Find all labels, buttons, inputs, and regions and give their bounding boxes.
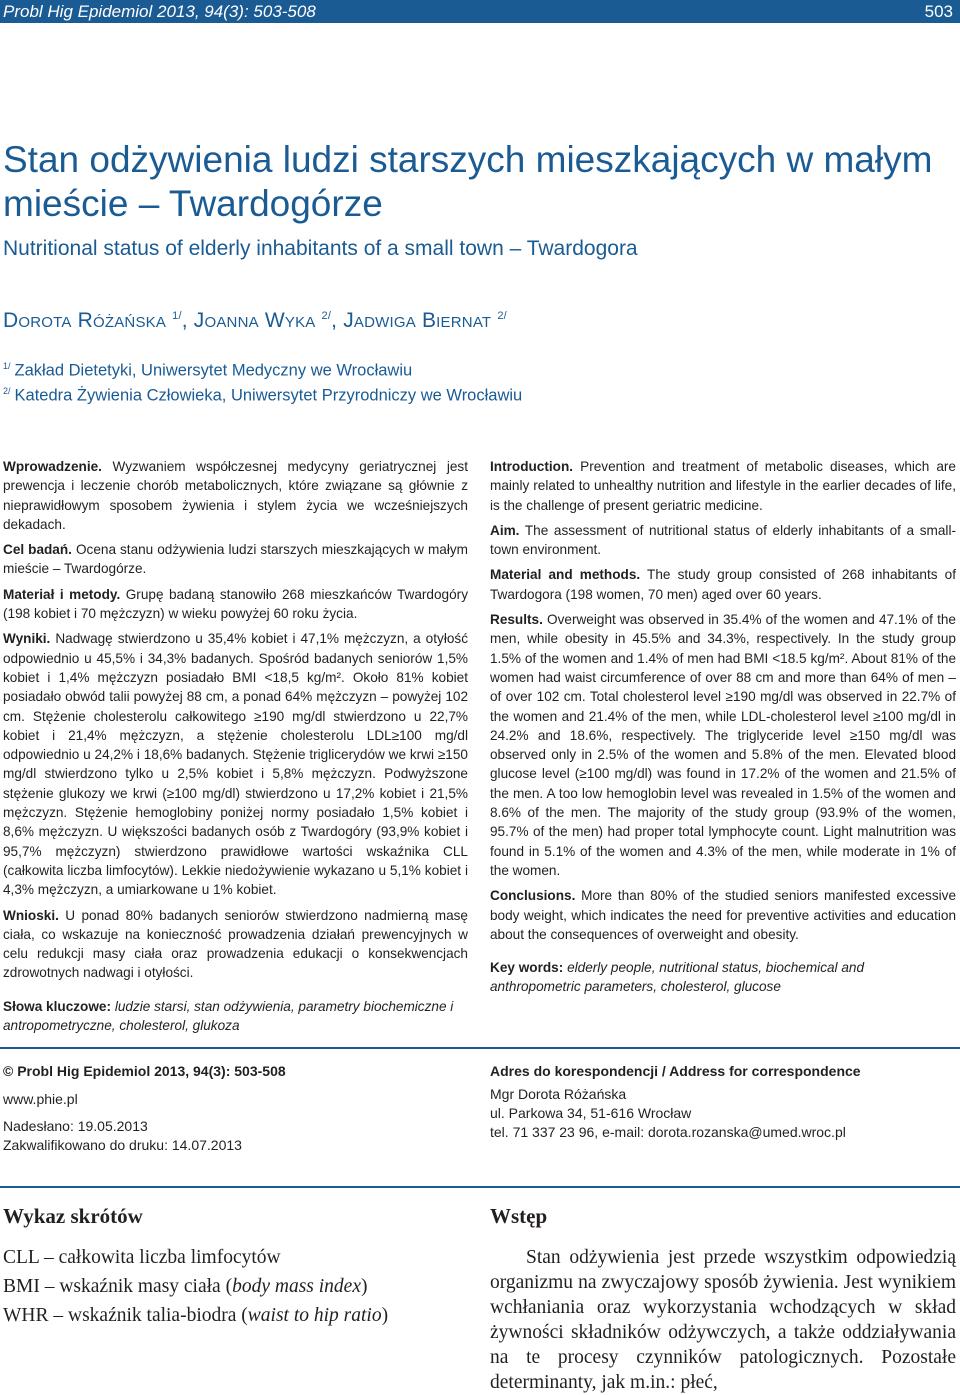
section-text: The study group consisted of 268 inhabitants of Twardogora (198 women, 70 men) aged over 60 years. (490, 567, 956, 602)
publication-info (3, 1062, 286, 1155)
page-number: 503 (924, 2, 953, 21)
author-list: Dorota Różańska $^{1/}$, Joanna Wyka $^{2/}$, Jadwiga Biernat $^{2/}$ (3, 309, 507, 332)
keywords-text: elderly people, nutritional status, biochemical and anthropometric parameters, cholesterol, glucose (490, 960, 865, 995)
abstract-section (490, 565, 956, 604)
section-label: Introduction. (490, 459, 574, 474)
journal-url[interactable]: www.phie.pl (3, 1091, 78, 1107)
dash: – (39, 1276, 60, 1297)
abbreviation-meaning: całkowita liczba limfocytów (58, 1247, 281, 1268)
section-label: Key words: (490, 960, 564, 976)
section-label: Results. (490, 612, 543, 628)
section-label: Wnioski. (3, 907, 59, 923)
section-label: Wprowadzenie. (3, 459, 102, 474)
section-label: Wyniki. (3, 631, 51, 647)
section-text: Overweight was observed in 35.4% of the women and 47.1% of the men, while obesity in 45.5% and 34.3%, respectively. In the study group 1.5% of the women and 1.4% of men had BMI <18.5 kg/m². About 81% of the women had waist circumference of over 88 cm and more than 64% of men – of over 102 cm. Total cholesterol level ≥190 mg/dl was observed in 22.7% of the women and 21.4% of the men, while LDL-cholesterol level ≥100 mg/dl in 24.2% and 18.6%, respectively. The triglyceride level ≥150 mg/dl was observed only in 2.5% of the women and 5.8% of the men. Elevated blood glucose level (≥100 mg/dl) was found in 17.2% of the women and 21.5% of the men. A too low hemoglobin level was revealed in 1.5% of the women and 8.6% of the men. The majority of the study group (93.9% of the women, 95.7% of the men) had proper total lymphocyte count. Light malnutrition was found in 5.1% of the women and 4.3% of the men, while moderate in 1% of the women. (490, 612, 956, 878)
affiliation-text: Zakład Dietetyki, Uniwersytet Medyczny we Wrocławiu (14, 361, 413, 380)
abstract-section (490, 610, 956, 880)
section-text: Ocena stanu odżywienia ludzi starszych mieszkających w małym mieście – Twardogórze. (3, 542, 468, 577)
section-text: Grupę badaną stanowiło 268 mieszkańców Twardogóry (198 kobiet i 70 mężczyzn) w wieku powyżej 60 roku życia. (3, 586, 468, 622)
abbreviation-meaning: wskaźnik masy ciała ( (59, 1276, 233, 1297)
copyright-line: © Probl Hig Epidemiol 2013, 94(3): 503-508 (3, 1063, 286, 1079)
section-label: Conclusions. (490, 888, 576, 904)
abbreviation-item (3, 1243, 463, 1272)
keywords-text: ludzie starsi, stan odżywienia, parametry biochemiczne i antropometryczne, cholesterol, glukoza (3, 998, 454, 1034)
section-text: Nadwagę stwierdzono u 35,4% kobiet i 47,1% mężczyzn, a otyłość odpowiednio u 45,5% i 34,3% badanych. Spośród badanych seniorów 1,5% kobiet i 1,4% mężczyzn posiadało BMI <18,5 kg/m². Około 81% kobiet posiadało obwód talii powyżej 88 cm, a ponad 64% mężczyzn – powyżej 102 cm. Stężenie cholesterolu całkowitego ≥190 mg/dl stwierdzono u 22,7% kobiet i 21,4% mężczyzn, a stężenie cholesterolu LDL≥100 mg/dl odpowiednio u 24,2% i 18,6% badanych. Stężenie triglicerydów we krwi ≥150 mg/dl stwierdzono tylko u 2,5% kobiet i 5,8% mężczyzn. Podwyższone stężenie glukozy we krwi (≥100 mg/dl) stwierdzono u 17,2% kobiet i 21,5% mężczyzn. Stężenie hemoglobiny poniżej normy posiadało 1,5% kobiet i 8,6% mężczyzn. U większości badanych osób z Twardogóry (93,9% kobiet i 95,7% mężczyzn) stwierdzono prawidłowe wartości wskaźnika CLL (całkowita liczba limfocytów). Lekkie niedożywienie wykazano u 5,1% kobiet i 4,3% mężczyzn, a umiarkowane u 1% kobiet. (3, 631, 468, 898)
journal-header-bar (0, 0, 960, 23)
section-label: Słowa kluczowe: (3, 998, 112, 1014)
closing-paren: ) (381, 1305, 389, 1326)
author-affiliation-mark: 1/ (172, 310, 182, 322)
accepted-date: Zakwalifikowano do druku: 14.07.2013 (3, 1137, 242, 1153)
section-label: Aim. (490, 522, 520, 538)
section-text: Prevention and treatment of metabolic diseases, which are mainly related to unhealthy nutrition and lifestyle in the earlier decades of life, is the challenge of present geriatric medicine. (490, 459, 956, 513)
abbreviation: BMI (3, 1276, 40, 1297)
abbreviation: CLL (3, 1247, 40, 1268)
introduction-heading: Wstęp (490, 1204, 548, 1228)
received-date: Nadesłano: 19.05.2013 (3, 1118, 148, 1134)
abstract-section (490, 521, 956, 560)
abbreviations-heading: Wykaz skrótów (3, 1204, 143, 1228)
affiliation-mark: 1/ (3, 361, 11, 371)
dash: – (39, 1247, 59, 1268)
divider-line (0, 1186, 960, 1188)
divider-line (0, 1047, 960, 1049)
abbreviation-item (3, 1301, 463, 1330)
correspondence-name: Mgr Dorota Różańska (490, 1086, 627, 1102)
section-text: The assessment of nutritional status of elderly inhabitants of a small-town environment. (490, 522, 956, 558)
abstract-polish (3, 457, 468, 1041)
abbreviation: WHR (3, 1305, 49, 1326)
author-name: Joanna Wyka (193, 309, 316, 332)
abstract-section (3, 540, 468, 579)
abstract-english (490, 457, 956, 1003)
author-affiliation-mark: 2/ (321, 310, 332, 322)
abbreviation-item (3, 1272, 463, 1301)
correspondence-contact: tel. 71 337 23 96, e-mail: dorota.rozanska@umed.wroc.pl (490, 1124, 846, 1140)
abbreviation-meaning: wskaźnik talia-biodra ( (68, 1305, 248, 1326)
abstract-section (3, 457, 468, 534)
author-name: Dorota Różańska (3, 309, 167, 332)
article-subtitle: Nutritional status of elderly inhabitants of a small town – Twardogora (3, 237, 638, 260)
section-label: Materiał i metody. (3, 586, 121, 602)
keywords-polish (3, 997, 468, 1036)
affiliation-mark: 2/ (3, 386, 11, 396)
author-name: Jadwiga Biernat (343, 309, 492, 332)
introduction-section (490, 1204, 956, 1395)
journal-citation: Probl Hig Epidemiol 2013, 94(3): 503-508 (3, 2, 316, 21)
section-text: U ponad 80% badanych seniorów stwierdzono nadmierną masę ciała, co wskazuje na konieczność prowadzenia działań prewencyjnych w celu redukcji masy ciała oraz prowadzenia edukacji o konsekwencjach zdrowotnych nadwagi i otyłości. (3, 907, 468, 981)
section-text: More than 80% of the studied seniors manifested excessive body weight, which indicates the need for preventive activities and education about the consequences of overweight and obesity. (490, 888, 957, 942)
dash: – (48, 1305, 68, 1326)
abbreviation-english: body mass index (232, 1276, 361, 1297)
abstract-section (3, 585, 468, 624)
article-title: Stan odżywienia ludzi starszych mieszkających w małym mieście – Twardogórze (3, 139, 933, 224)
closing-paren: ) (360, 1276, 368, 1297)
correspondence-street: ul. Parkowa 34, 51-616 Wrocław (490, 1105, 692, 1121)
introduction-text: Stan odżywienia jest przede wszystkim odpowiedzią organizmu na zwyczajowy sposób żywienia. Jest wynikiem wchłaniania oraz wykorzystania wchodzących w skład żywności składników odżywczych, a także oddziaływania na te procesy czynników patologicznych. Pozostałe determinanty, jak m.in.: płeć, (490, 1247, 956, 1393)
affiliation-2 (3, 386, 522, 406)
abstract-section (3, 906, 468, 983)
affiliation-1 (3, 361, 412, 381)
keywords-english (490, 958, 956, 997)
author-affiliation-mark: 2/ (497, 310, 507, 322)
section-label: Cel badań. (3, 542, 72, 558)
abstract-section (490, 886, 956, 944)
section-text: Wyzwaniem współczesnej medycyny geriatrycznej jest prewencja i leczenie chorób metabolicznych, które związane są głównie z nieprawidłowym sposobem żywienia i stylem życia we wcześniejszych dekadach. (3, 459, 468, 532)
abbreviations-section (3, 1204, 463, 1330)
abstract-section (3, 629, 468, 899)
affiliation-text: Katedra Żywienia Człowieka, Uniwersytet Przyrodniczy we Wrocławiu (14, 386, 523, 405)
correspondence-address (490, 1062, 861, 1142)
abbreviation-english: waist to hip ratio (247, 1305, 382, 1326)
correspondence-heading: Adres do korespondencji / Address for correspondence (490, 1063, 861, 1079)
abstract-section (490, 457, 956, 515)
section-label: Material and methods. (490, 567, 641, 583)
